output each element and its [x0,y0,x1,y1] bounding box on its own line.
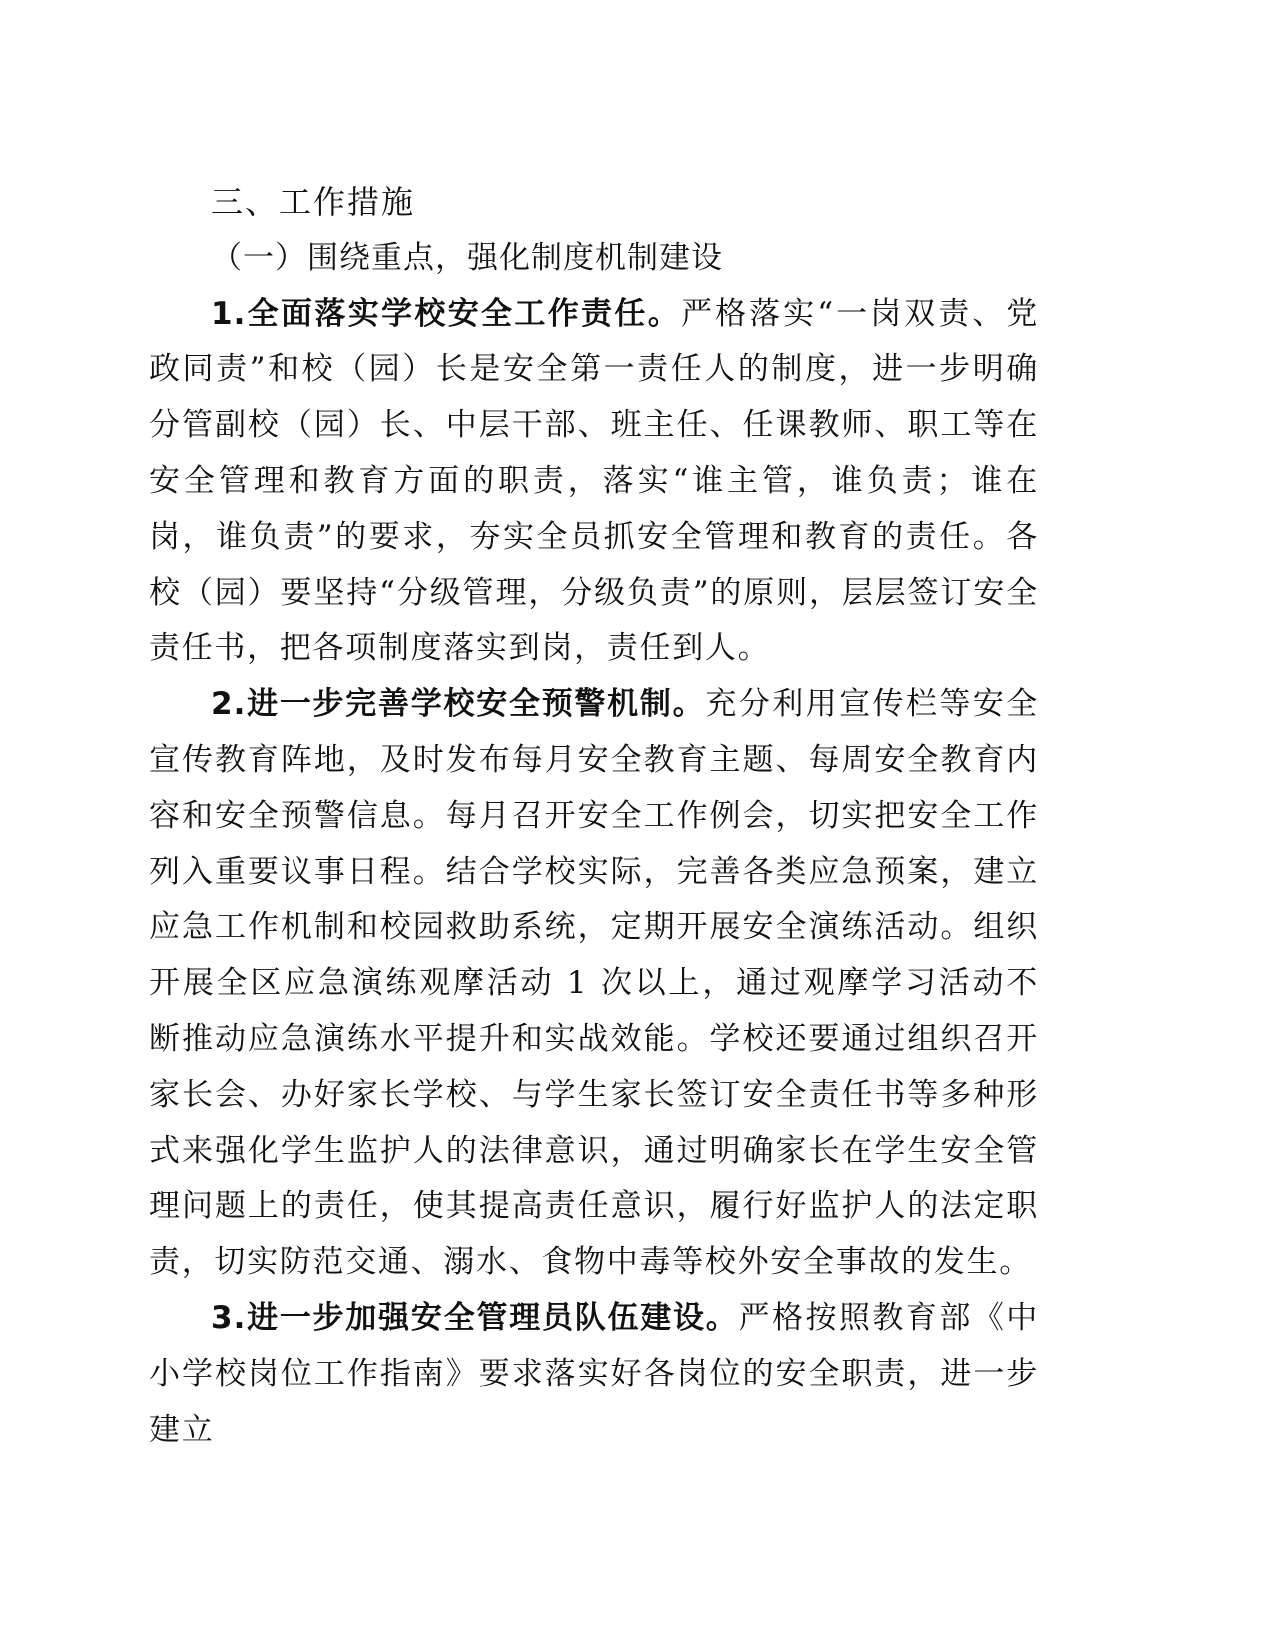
paragraph-1 [149,287,1039,678]
paragraph-1-lead: 1.全面落实学校安全工作责任。 [211,295,682,332]
paragraph-1-text: 严格落实“一岗双责、党政同责”和校（园）长是安全第一责任人的制度，进一步明确分管副校（园）长、中层干部、班主任、任课教师、职工等在安全管理和教育方面的职责，落实“谁主管，谁负责；谁在岗，谁负责”的要求，夯实全员抓安全管理和教育的责任。各校（园）要坚持“分级管理，分级负责”的原则，层层签订安全责任书，把各项制度落实到岗，责任到人。 [149,295,1039,667]
paragraph-2-lead: 2.进一步完善学校安全预警机制。 [211,686,706,723]
paragraph-3 [149,1291,1039,1458]
paragraph-3-text: 严格按照教育部《中小学校岗位工作指南》要求落实好各岗位的安全职责，进一步建立 [149,1299,1039,1448]
paragraph-3-lead: 3.进一步加强安全管理员队伍建设。 [211,1299,739,1336]
subsection-heading: （一）围绕重点，强化制度机制建设 [211,239,723,276]
paragraph-2 [149,677,1039,1291]
document-body [149,175,1039,1458]
section-heading: 三、工作措施 [211,183,416,221]
paragraph-2-text: 充分利用宣传栏等安全宣传教育阵地，及时发布每月安全教育主题、每周安全教育内容和安全预警信息。每月召开安全工作例会，切实把安全工作列入重要议事日程。结合学校实际，完善各类应急预案，建立应急工作机制和校园救助系统，定期开展安全演练活动。组织开展全区应急演练观摩活动 1 次以上，通过观摩学习活动不断推动应急演练水平提升和实战效能。学校还要通过组织召开家长会、办好家长学校、与学生家长签订安全责任书等多种形式来强化学生监护人的法律意识，通过明确家长在学生安全管理问题上的责任，使其提高责任意识，履行好监护人的法定职责，切实防范交通、溺水、食物中毒等校外安全事故的发生。 [149,686,1039,1281]
